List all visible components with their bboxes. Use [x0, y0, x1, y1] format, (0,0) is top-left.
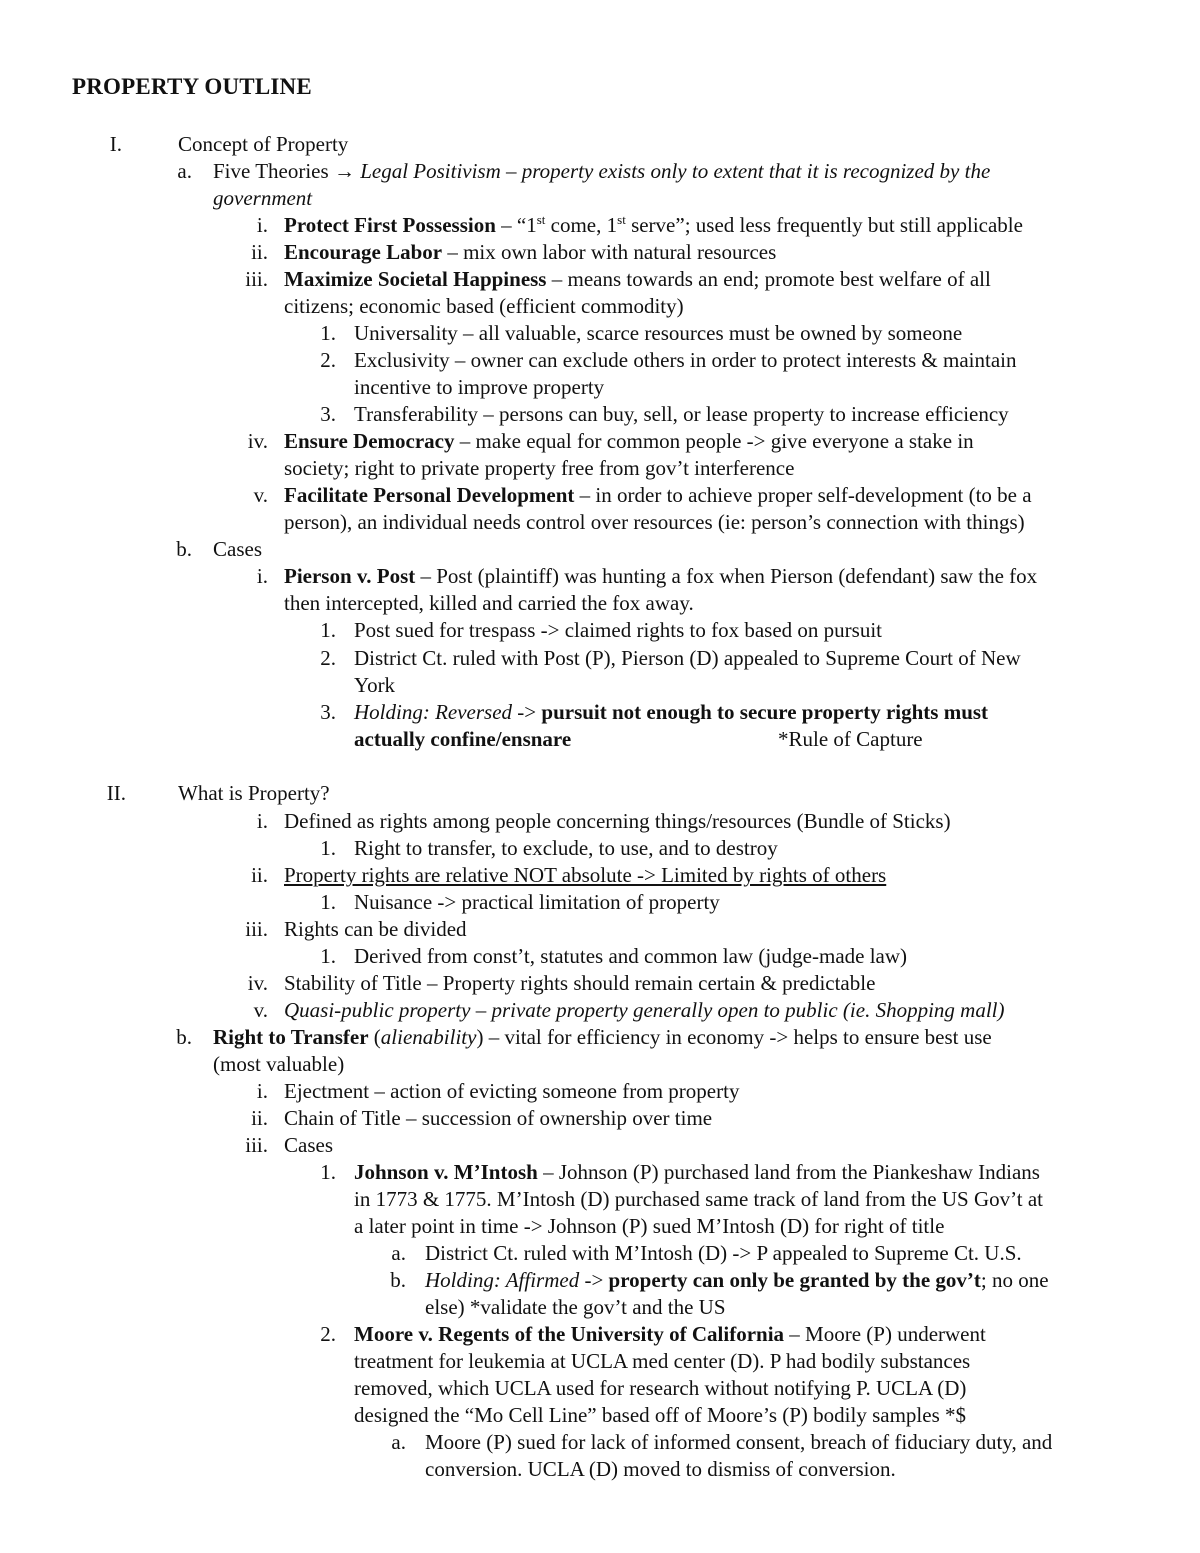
case-johnson-v-mintosh-cont: a later point in time -> Johnson (P) sued M’Intosh (D) for right of title [354, 1214, 945, 1238]
pierson-point-cont: York [354, 673, 396, 697]
ejectment-line: Ejectment – action of evicting someone from property [284, 1079, 740, 1103]
chain-of-title-line: Chain of Title – succession of ownership over time [284, 1106, 713, 1130]
pierson-holding: Holding: Reversed -> pursuit not enough to secure property rights must [354, 700, 989, 724]
case-johnson-v-mintosh: Johnson v. M’Intosh – Johnson (P) purchased land from the Piankeshaw Indians [354, 1160, 1040, 1184]
item-number: 2. [320, 348, 336, 372]
exclusivity-line-cont: incentive to improve property [354, 375, 605, 399]
item-number: a. [391, 1430, 406, 1454]
transferability-line: Transferability – persons can buy, sell, or lease property to increase efficiency [354, 402, 1009, 426]
item-number: ii. [251, 1106, 268, 1130]
rule-of-capture-note: *Rule of Capture [778, 727, 923, 751]
universality-line: Universality – all valuable, scarce resources must be owned by someone [354, 321, 963, 345]
item-number: i. [256, 213, 268, 237]
johnson-point: District Ct. ruled with M’Intosh (D) -> P appealed to Supreme Ct. U.S. [425, 1241, 1022, 1265]
item-number: 2. [320, 646, 336, 670]
case-moore-v-regents-cont: removed, which UCLA used for research without notifying P. UCLA (D) [354, 1376, 967, 1400]
pierson-point: Post sued for trespass -> claimed rights to fox based on pursuit [354, 618, 883, 642]
item-number: 1. [320, 618, 336, 642]
page-title: PROPERTY OUTLINE [72, 74, 312, 99]
theory-ensure-democracy-cont: society; right to private property free from gov’t interference [284, 456, 795, 480]
right-to-transfer-line-cont: (most valuable) [213, 1052, 345, 1076]
item-number: b. [176, 537, 192, 561]
stability-of-title-line: Stability of Title – Property rights should remain certain & predictable [284, 971, 876, 995]
item-number: v. [253, 998, 268, 1022]
case-pierson-v-post-cont: then intercepted, killed and carried the fox away. [284, 591, 694, 615]
item-number: a. [391, 1241, 406, 1265]
moore-point-cont: conversion. UCLA (D) moved to dismiss of conversion. [425, 1457, 896, 1481]
right-to-transfer-line: Right to Transfer (alienability) – vital for efficiency in economy -> helps to ensure best use [213, 1025, 992, 1049]
theory-personal-development-cont: person), an individual needs control over resources (ie: person’s connection with things) [284, 510, 1025, 534]
property-definition: Defined as rights among people concerning things/resources (Bundle of Sticks) [284, 809, 951, 833]
cases-heading: Cases [213, 537, 262, 561]
item-number: iii. [245, 1133, 268, 1157]
rights-divided-line: Rights can be divided [284, 917, 467, 941]
item-number: 1. [320, 836, 336, 860]
theory-personal-development: Facilitate Personal Development – in order to achieve proper self-development (to be a [284, 483, 1032, 507]
moore-point: Moore (P) sued for lack of informed consent, breach of fiduciary duty, and [425, 1430, 1053, 1454]
item-number: ii. [251, 863, 268, 887]
item-number: 2. [320, 1322, 336, 1346]
item-number: 1. [320, 890, 336, 914]
item-number: a. [177, 159, 192, 183]
item-number: 1. [320, 1160, 336, 1184]
five-theories-line: Five Theories → Legal Positivism – property exists only to extent that it is recognized by the [213, 159, 991, 183]
item-number: i. [256, 1079, 268, 1103]
item-number: 1. [320, 944, 336, 968]
section-number: II. [106, 781, 126, 805]
rights-source-point: Derived from const’t, statutes and common law (judge-made law) [354, 944, 908, 968]
cases-heading: Cases [284, 1133, 333, 1157]
theory-first-possession: Protect First Possession – “1st come, 1st serve”; used less frequently but still applicable [284, 212, 1023, 237]
exclusivity-line: Exclusivity – owner can exclude others in order to protect interests & maintain [354, 348, 1017, 372]
theory-societal-happiness: Maximize Societal Happiness – means towards an end; promote best welfare of all [284, 267, 991, 291]
item-number: 3. [320, 402, 336, 426]
item-number: 3. [320, 700, 336, 724]
theory-societal-happiness-cont: citizens; economic based (efficient commodity) [284, 294, 684, 318]
johnson-holding: Holding: Affirmed -> property can only be granted by the gov’t; no one [425, 1268, 1049, 1292]
item-number: i. [256, 564, 268, 588]
relative-rights-line: Property rights are relative NOT absolute -> Limited by rights of others [284, 863, 887, 887]
item-number: b. [176, 1025, 192, 1049]
case-moore-v-regents-cont: designed the “Mo Cell Line” based off of Moore’s (P) bodily samples *$ [354, 1403, 966, 1427]
johnson-holding-cont: else) *validate the gov’t and the US [425, 1295, 726, 1319]
item-number: v. [253, 483, 268, 507]
five-theories-line-cont: government [213, 186, 313, 210]
section-number: I. [109, 132, 122, 156]
pierson-point: District Ct. ruled with Post (P), Pierson (D) appealed to Supreme Court of New [354, 646, 1021, 670]
item-number: iv. [247, 429, 268, 453]
item-number: b. [390, 1268, 406, 1292]
pierson-holding-cont: actually confine/ensnare [354, 727, 572, 751]
section-heading: Concept of Property [178, 132, 349, 156]
case-moore-v-regents: Moore v. Regents of the University of California – Moore (P) underwent [354, 1322, 986, 1346]
item-number: ii. [251, 240, 268, 264]
section-heading: What is Property? [178, 781, 330, 805]
nuisance-point: Nuisance -> practical limitation of property [354, 890, 720, 914]
case-pierson-v-post: Pierson v. Post – Post (plaintiff) was hunting a fox when Pierson (defendant) saw the fox [284, 564, 1038, 588]
quasi-public-line: Quasi-public property – private property generally open to public (ie. Shopping mall) [284, 998, 1005, 1022]
item-number: iii. [245, 917, 268, 941]
item-number: i. [256, 809, 268, 833]
case-moore-v-regents-cont: treatment for leukemia at UCLA med center (D). P had bodily substances [354, 1349, 971, 1373]
theory-encourage-labor: Encourage Labor – mix own labor with natural resources [284, 240, 777, 264]
item-number: iii. [245, 267, 268, 291]
case-johnson-v-mintosh-cont: in 1773 & 1775. M’Intosh (D) purchased same track of land from the US Gov’t at [354, 1187, 1043, 1211]
theory-ensure-democracy: Ensure Democracy – make equal for common people -> give everyone a stake in [284, 429, 974, 453]
bundle-of-sticks-point: Right to transfer, to exclude, to use, and to destroy [354, 836, 778, 860]
item-number: 1. [320, 321, 336, 345]
item-number: iv. [247, 971, 268, 995]
